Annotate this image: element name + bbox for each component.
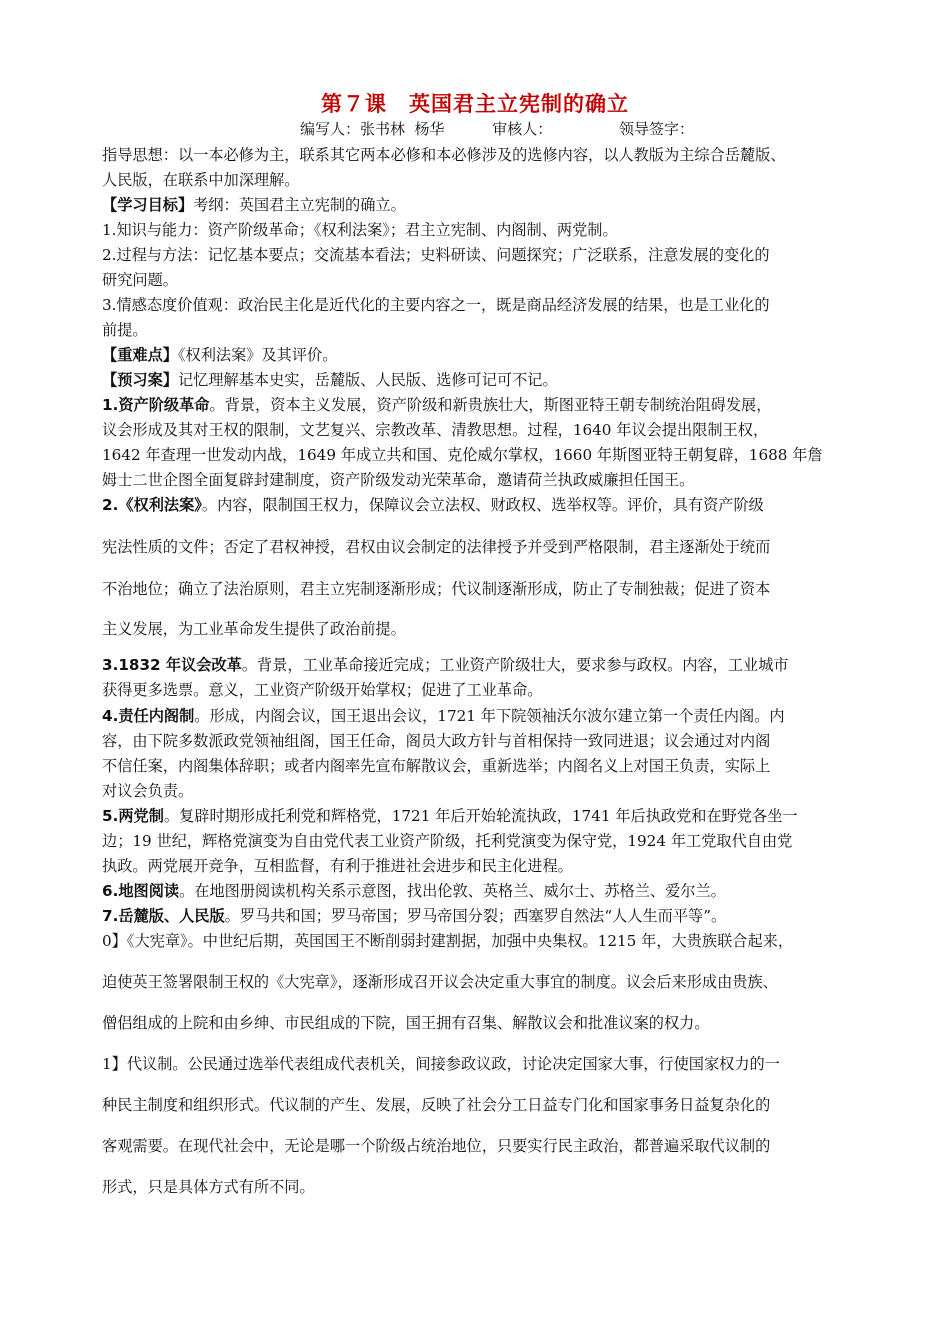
line-text: 僧侣组成的上院和由乡绅、市民组成的下院，国王拥有召集、解散议会和批准议案的权力。 — [102, 1014, 710, 1032]
text-line — [102, 1054, 780, 1074]
text-line — [102, 370, 558, 390]
line-text: 形式，只是具体方式有所不同。 — [102, 1178, 315, 1196]
line-text: 。在地图册阅读机构关系示意图，找出伦敦、英格兰、威尔士、苏格兰、爱尔兰。 — [179, 882, 726, 900]
line-text: 《权利法案》及其评价。 — [177, 346, 338, 364]
text-line — [102, 1095, 770, 1115]
text-line — [102, 619, 406, 639]
line-text: 指导思想：以一本必修为主，联系其它两本必修和本必修涉及的选修内容，以人教版为主综合岳麓版、 — [102, 146, 786, 164]
line-text: 考纲：英国君主立宪制的确立。 — [193, 196, 406, 214]
line-text: 。罗马共和国；罗马帝国；罗马帝国分裂；西塞罗自然法“人人生而平等”。 — [224, 907, 727, 925]
text-line — [102, 420, 768, 440]
line-text: 。背景，资本主义发展，资产阶级和新贵族壮大，斯图亚特王朝专制统治阻碍发展， — [209, 396, 772, 414]
line-text: 执政。两党展开竞争，互相监督，有利于推进社会进步和民主化进程。 — [102, 857, 573, 875]
line-text: 0】《大宪章》。中世纪后期，英国国王不断削弱封建割据，加强中央集权。1215 年，大贵族联合起来， — [102, 932, 794, 950]
line-text: 获得更多选票。意义，工业资产阶级开始掌权；促进了工业革命。 — [102, 681, 543, 699]
section-heading: 3.1832 年议会改革 — [102, 656, 242, 674]
line-text: 容，由下院多数派政党领袖组阁，国王任命，阁员大政方针与首相保持一致同进退；议会通过对内阁 — [102, 732, 771, 750]
line-text: 客观需要。在现代社会中，无论是哪一个阶级占统治地位，只要实行民主政治，都普遍采取代议制的 — [102, 1137, 771, 1155]
line-text: 。复辟时期形成托利党和辉格党，1721 年后开始轮流执政，1741 年后执政党和在野党各坐一 — [163, 807, 798, 825]
text-line — [102, 731, 770, 751]
text-line — [102, 931, 793, 951]
line-text: 主义发展，为工业革命发生提供了政治前提。 — [102, 620, 406, 638]
line-text: 姆士二世企图全面复辟封建制度，资产阶级发动光荣革命，邀请荷兰执政威廉担任国王。 — [102, 471, 695, 489]
section-heading: 【预习案】 — [102, 371, 178, 389]
text-line — [102, 906, 726, 926]
text-line — [102, 1136, 770, 1156]
text-line — [102, 295, 770, 315]
text-line — [102, 445, 823, 465]
text-line — [102, 220, 618, 240]
text-line — [102, 972, 778, 992]
text-line — [102, 395, 771, 415]
line-text: 。背景，工业革命接近完成；工业资产阶级壮大，要求参与政权。内容，工业城市 — [241, 656, 789, 674]
text-line — [102, 537, 770, 557]
text-line — [102, 806, 798, 826]
text-line — [102, 881, 726, 901]
line-text: 对议会负责。 — [102, 782, 194, 800]
line-text: 不信任案，内阁集体辞职；或者内阁率先宣布解散议会，重新选举；内阁名义上对国王负责，实际上 — [102, 757, 771, 775]
line-text: 。内容，限制国王权力，保障议会立法权、财政权、选举权等。评价，具有资产阶级 — [201, 496, 764, 514]
text-line — [102, 170, 299, 190]
text-line — [102, 145, 785, 165]
line-text: 2.过程与方法：记忆基本要点；交流基本看法；史料研读、问题探究；广泛联系，注意发展的变化的 — [102, 246, 770, 264]
line-text: 人民版，在联系中加深理解。 — [102, 171, 300, 189]
section-heading: 7.岳麓版、人民版 — [102, 907, 225, 925]
text-line — [102, 320, 148, 340]
line-text: 。形成，内阁会议，国王退出会议，1721 年下院领袖沃尔波尔建立第一个责任内阁。内 — [194, 707, 785, 725]
page-title: 第７课 英国君主立宪制的确立 — [321, 92, 629, 116]
line-text: 宪法性质的文件；否定了君权神授，君权由议会制定的法律授予并受到严格限制，君主逐渐处于统而 — [102, 538, 771, 556]
text-line — [102, 245, 770, 265]
text-line — [102, 1177, 315, 1197]
text-line — [102, 579, 770, 599]
author-line: 编写人：张书林 杨华 审核人： 领导签字： — [300, 120, 694, 138]
line-text: 研究问题。 — [102, 271, 178, 289]
section-heading: 【重难点】 — [102, 346, 178, 364]
text-line — [102, 195, 406, 215]
text-line — [102, 781, 193, 801]
line-text: 1】代议制。公民通过选举代表组成代表机关，间接参政议政，讨论决定国家大事，行使国家权力的一 — [102, 1055, 780, 1073]
text-line — [102, 1013, 710, 1033]
line-text: 记忆理解基本史实，岳麓版、人民版、选修可记可不记。 — [177, 371, 558, 389]
line-text: 前提。 — [102, 321, 148, 339]
section-heading: 1.资产阶级革命 — [102, 396, 210, 414]
line-text: 3.情感态度价值观：政治民主化是近代化的主要内容之一，既是商品经济发展的结果，也是工业化的 — [102, 296, 770, 314]
text-line — [102, 856, 573, 876]
line-text: 边；19 世纪，辉格党演变为自由党代表工业资产阶级，托利党演变为保守党，1924 年工党取代自由党 — [102, 832, 793, 850]
section-heading: 2.《权利法案》 — [102, 496, 202, 514]
line-text: 1.知识与能力：资产阶级革命；《权利法案》；君主立宪制、内阁制、两党制。 — [102, 221, 618, 239]
text-line — [102, 655, 789, 675]
text-line — [102, 831, 792, 851]
line-text: 迫使英王签署限制王权的《大宪章》，逐渐形成召开议会决定重大事宜的制度。议会后来形成由贵族、 — [102, 973, 778, 991]
text-line — [102, 756, 770, 776]
section-heading: 6.地图阅读 — [102, 882, 180, 900]
section-heading: 【学习目标】 — [102, 196, 194, 214]
text-line — [102, 680, 542, 700]
text-line — [102, 706, 785, 726]
line-text: 种民主制度和组织形式。代议制的产生、发展，反映了社会分工日益专门化和国家事务日益复杂化的 — [102, 1096, 771, 1114]
text-line — [102, 470, 694, 490]
section-heading: 5.两党制 — [102, 807, 164, 825]
text-line — [102, 345, 337, 365]
text-line — [102, 270, 178, 290]
text-line — [102, 495, 764, 515]
line-text: 议会形成及其对王权的限制，文艺复兴、宗教改革、清教思想。过程，1640 年议会提出限制王权， — [102, 421, 769, 439]
section-heading: 4.责任内阁制 — [102, 707, 195, 725]
line-text: 1642 年查理一世发动内战，1649 年成立共和国、克伦威尔掌权，1660 年斯图亚特王朝复辟，1688 年詹 — [102, 446, 823, 464]
line-text: 不治地位；确立了法治原则，君主立宪制逐渐形成；代议制逐渐形成，防止了专制独裁；促进了资本 — [102, 580, 771, 598]
